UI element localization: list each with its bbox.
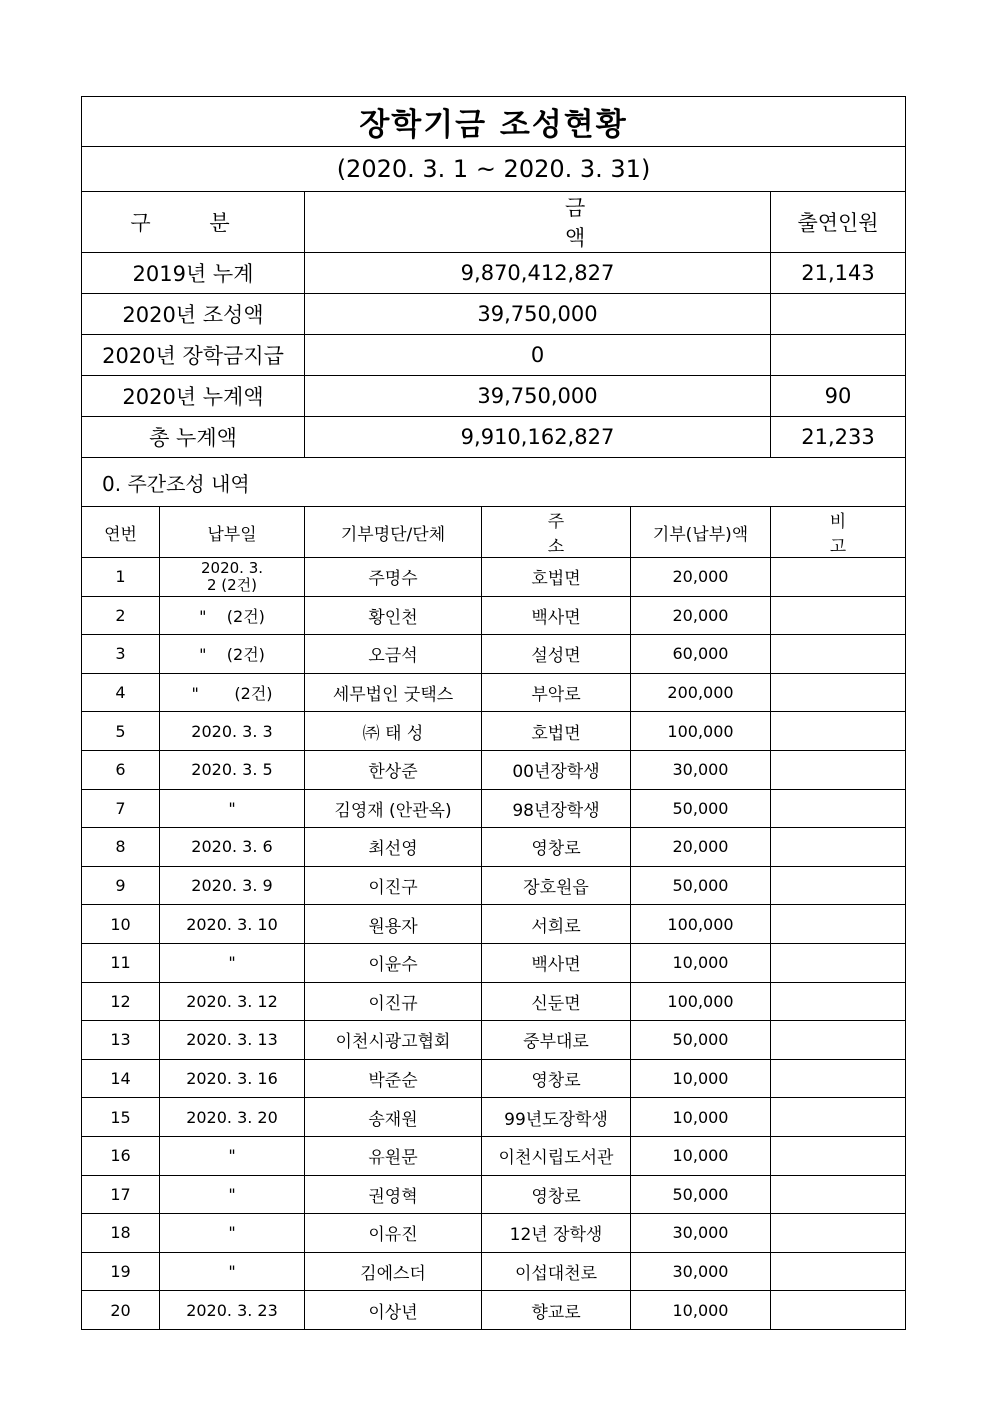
row-note (771, 1098, 906, 1137)
donor-address-text: 영창로 (531, 839, 581, 860)
table-row (82, 712, 906, 751)
donation-amount (631, 1175, 771, 1214)
donor-name (305, 673, 482, 712)
donor-address (482, 1214, 631, 1253)
row-note (771, 1136, 906, 1175)
row-number-text: 2 (115, 605, 126, 625)
donation-amount-text: 200,000 (667, 683, 734, 703)
row-number-text: 1 (115, 567, 126, 587)
donor-address (482, 558, 631, 597)
donation-amount-text: 30,000 (672, 1223, 729, 1243)
summary-header-amount: 금 액 (305, 192, 771, 253)
donor-address (482, 789, 631, 828)
payment-date (160, 828, 305, 867)
donor-name (305, 1098, 482, 1137)
donor-address (482, 635, 631, 674)
donor-address-text: 이섭대천로 (514, 1263, 598, 1284)
row-number-text: 11 (110, 953, 131, 973)
payment-date-text: " (228, 1184, 236, 1204)
payment-date (160, 1098, 305, 1137)
donor-name-text: 이유진 (368, 1225, 418, 1246)
donation-amount (631, 1252, 771, 1291)
payment-date (160, 1136, 305, 1175)
payment-date (160, 982, 305, 1021)
row-number-text: 9 (115, 876, 126, 896)
payment-date (160, 712, 305, 751)
donation-amount-text: 50,000 (672, 798, 729, 818)
donation-amount-text: 50,000 (672, 1184, 729, 1204)
row-number-text: 15 (110, 1107, 131, 1127)
donation-amount-text: 50,000 (672, 876, 729, 896)
donor-name-text: 박준순 (368, 1071, 418, 1092)
table-row (82, 1175, 906, 1214)
detail-header-amount: 기부(납부)액 (631, 507, 771, 558)
table-row (82, 1098, 906, 1137)
donation-amount-text: 30,000 (672, 760, 729, 780)
summary-amount: 39,750,000 (305, 294, 771, 335)
donor-name-text: 이윤수 (368, 955, 418, 976)
donor-address-text: 12년 장학생 (509, 1225, 603, 1246)
row-number (82, 1175, 160, 1214)
donor-name-text: 이천시광고협회 (335, 1032, 451, 1053)
donor-address-text: 중부대로 (523, 1032, 589, 1053)
table-row (82, 1136, 906, 1175)
payment-date (160, 1252, 305, 1291)
payment-date (160, 943, 305, 982)
donor-address (482, 712, 631, 751)
donation-amount-text: 20,000 (672, 837, 729, 857)
donor-address-text: 신둔면 (531, 993, 581, 1014)
donor-address (482, 750, 631, 789)
donor-name-text: 권영혁 (368, 1186, 418, 1207)
donation-amount (631, 789, 771, 828)
donation-amount-text: 50,000 (672, 1030, 729, 1050)
table-row (82, 750, 906, 789)
donation-amount (631, 943, 771, 982)
donation-amount (631, 982, 771, 1021)
donor-address (482, 943, 631, 982)
donor-address-text: 99년도장학생 (504, 1109, 608, 1130)
donor-address (482, 1175, 631, 1214)
row-note (771, 943, 906, 982)
donation-amount (631, 1136, 771, 1175)
row-number-text: 3 (115, 644, 126, 664)
payment-date (160, 1291, 305, 1330)
row-number (82, 866, 160, 905)
section-title: 0. 주간조성 내역 (82, 458, 906, 507)
donation-amount (631, 1214, 771, 1253)
scholarship-fund-document (81, 96, 905, 1330)
donor-name (305, 1291, 482, 1330)
donor-address-text: 설성면 (531, 646, 581, 667)
payment-date (160, 635, 305, 674)
table-row (82, 1021, 906, 1060)
payment-date-text: 2020. 3. 13 (186, 1030, 278, 1050)
donor-address-text: 호법면 (531, 569, 581, 590)
donor-address (482, 828, 631, 867)
donor-address (482, 982, 631, 1021)
payment-date (160, 1059, 305, 1098)
donor-name-text: 유원문 (368, 1148, 418, 1169)
donation-amount-text: 10,000 (672, 1069, 729, 1089)
table-row (82, 558, 906, 597)
donor-name (305, 1136, 482, 1175)
row-number (82, 1214, 160, 1253)
summary-amount: 9,870,412,827 (305, 253, 771, 294)
donor-address (482, 1098, 631, 1137)
row-note (771, 750, 906, 789)
row-number (82, 1291, 160, 1330)
donor-name (305, 712, 482, 751)
payment-date-text: 2020. 3. 5 (191, 760, 273, 780)
donor-address-text: 영창로 (531, 1186, 581, 1207)
donor-address (482, 1059, 631, 1098)
payment-date (160, 596, 305, 635)
donation-amount (631, 866, 771, 905)
table-row (82, 866, 906, 905)
row-note (771, 1252, 906, 1291)
donor-address-text: 부악로 (531, 685, 581, 706)
table-row (82, 789, 906, 828)
period-range: (2020. 3. 1 ~ 2020. 3. 31) (82, 147, 906, 192)
donation-amount-text: 10,000 (672, 1300, 729, 1320)
donation-amount-text: 10,000 (672, 1107, 729, 1127)
row-number-text: 17 (110, 1184, 131, 1204)
document-title: 장학기금 조성현황 (82, 97, 906, 147)
row-note (771, 558, 906, 597)
row-note (771, 789, 906, 828)
donor-address (482, 1291, 631, 1330)
row-note (771, 596, 906, 635)
donor-name-text: 세무법인 굿택스 (332, 685, 454, 706)
row-number (82, 673, 160, 712)
row-note (771, 866, 906, 905)
detail-header-row (82, 507, 906, 558)
payment-date-text: 2020. 3. 2 (2건) (200, 558, 264, 594)
row-number-text: 6 (115, 760, 126, 780)
row-number (82, 1021, 160, 1060)
donor-address-text: 영창로 (531, 1071, 581, 1092)
summary-header-people: 출연인원 (771, 192, 906, 253)
summary-people: 90 (771, 376, 906, 417)
row-note (771, 673, 906, 712)
payment-date-text: " (2건) (199, 606, 265, 626)
table-row (82, 828, 906, 867)
donor-name-text: 김에스더 (360, 1263, 426, 1284)
summary-row (82, 417, 906, 458)
donation-amount (631, 1021, 771, 1060)
row-number-text: 20 (110, 1300, 131, 1320)
donor-name (305, 635, 482, 674)
payment-date-text: 2020. 3. 10 (186, 914, 278, 934)
row-number (82, 828, 160, 867)
donor-name (305, 905, 482, 944)
donor-name (305, 1214, 482, 1253)
donation-amount-text: 10,000 (672, 953, 729, 973)
donation-amount-text: 20,000 (672, 605, 729, 625)
donor-name (305, 789, 482, 828)
row-number-text: 8 (115, 837, 126, 857)
payment-date (160, 866, 305, 905)
row-note (771, 905, 906, 944)
payment-date (160, 1175, 305, 1214)
donor-name-text: 이진규 (368, 993, 418, 1014)
donor-name-text: 주명수 (368, 569, 418, 590)
row-number-text: 18 (110, 1223, 131, 1243)
row-note (771, 1021, 906, 1060)
donor-address-text: 백사면 (531, 955, 581, 976)
donor-name-text: 이진구 (368, 878, 418, 899)
donation-amount-text: 60,000 (672, 644, 729, 664)
payment-date-text: " (2건) (199, 645, 265, 665)
row-number (82, 635, 160, 674)
row-number-text: 14 (110, 1069, 131, 1089)
fund-status-table (81, 96, 906, 1330)
summary-people (771, 294, 906, 335)
payment-date-text: 2020. 3. 16 (186, 1069, 278, 1089)
donation-amount (631, 905, 771, 944)
detail-header-no: 연번 (82, 507, 160, 558)
payment-date-text: 2020. 3. 12 (186, 991, 278, 1011)
donor-address (482, 1021, 631, 1060)
donor-name-text: 한상준 (368, 762, 418, 783)
summary-row (82, 294, 906, 335)
donor-name-text: 송재원 (368, 1109, 418, 1130)
donation-amount (631, 712, 771, 751)
donor-name-text: 김영재 (안관옥) (334, 800, 452, 821)
row-note (771, 635, 906, 674)
donor-address-text: 백사면 (531, 607, 581, 628)
fund-status-table-body (82, 97, 906, 1330)
summary-label: 2020년 조성액 (82, 294, 305, 335)
donor-name-text: 원용자 (368, 916, 418, 937)
row-note (771, 712, 906, 751)
payment-date (160, 905, 305, 944)
summary-label: 2020년 누계액 (82, 376, 305, 417)
donor-name (305, 1252, 482, 1291)
donor-name-text: 최선영 (368, 839, 418, 860)
payment-date-text: " (228, 798, 236, 818)
row-number (82, 1252, 160, 1291)
table-row (82, 905, 906, 944)
donor-name (305, 1175, 482, 1214)
payment-date-text: " (228, 1261, 236, 1281)
table-row (82, 635, 906, 674)
detail-header-note: 비 고 (771, 507, 906, 558)
payment-date-text: 2020. 3. 23 (186, 1300, 278, 1320)
donor-address-text: 호법면 (531, 723, 581, 744)
row-note (771, 1175, 906, 1214)
summary-people: 21,143 (771, 253, 906, 294)
donor-address (482, 596, 631, 635)
donation-amount (631, 673, 771, 712)
table-row (82, 673, 906, 712)
table-row (82, 1291, 906, 1330)
table-row (82, 1252, 906, 1291)
donation-amount-text: 10,000 (672, 1146, 729, 1166)
summary-row (82, 376, 906, 417)
row-number (82, 789, 160, 828)
donor-address-text: 장호원읍 (523, 878, 589, 899)
detail-header-address: 주 소 (482, 507, 631, 558)
donation-amount-text: 100,000 (667, 991, 734, 1011)
row-number-text: 13 (110, 1030, 131, 1050)
donor-name-text: ㈜ 태 성 (362, 723, 424, 744)
payment-date (160, 558, 305, 597)
donor-name (305, 1021, 482, 1060)
summary-header-row (82, 192, 906, 253)
row-number (82, 905, 160, 944)
donor-name (305, 596, 482, 635)
row-number-text: 7 (115, 798, 126, 818)
payment-date-text: 2020. 3. 9 (191, 876, 273, 896)
payment-date-text: " (2건) (191, 684, 273, 704)
row-number (82, 1059, 160, 1098)
donor-address (482, 905, 631, 944)
summary-label: 2020년 장학금지급 (82, 335, 305, 376)
donation-amount (631, 1098, 771, 1137)
row-note (771, 1291, 906, 1330)
summary-header-category: 구 분 (82, 192, 305, 253)
donor-address (482, 1136, 631, 1175)
donor-name (305, 866, 482, 905)
row-number-text: 12 (110, 991, 131, 1011)
payment-date-text: 2020. 3. 20 (186, 1107, 278, 1127)
donation-amount (631, 828, 771, 867)
donation-amount (631, 1291, 771, 1330)
donation-amount-text: 100,000 (667, 721, 734, 741)
donation-amount (631, 1059, 771, 1098)
donor-name (305, 828, 482, 867)
summary-amount: 9,910,162,827 (305, 417, 771, 458)
donor-address-text: 이천시립도서관 (498, 1148, 614, 1169)
row-number (82, 982, 160, 1021)
donor-name-text: 오금석 (368, 646, 418, 667)
donor-name (305, 750, 482, 789)
table-row (82, 1059, 906, 1098)
row-number-text: 5 (115, 721, 126, 741)
donor-name (305, 982, 482, 1021)
payment-date-text: 2020. 3. 6 (191, 837, 273, 857)
summary-row (82, 335, 906, 376)
table-row (82, 1214, 906, 1253)
row-number (82, 750, 160, 789)
summary-row (82, 253, 906, 294)
payment-date (160, 1214, 305, 1253)
row-number (82, 712, 160, 751)
row-number (82, 596, 160, 635)
detail-header-donor: 기부명단/단체 (305, 507, 482, 558)
row-note (771, 982, 906, 1021)
donation-amount-text: 100,000 (667, 914, 734, 934)
summary-label: 2019년 누계 (82, 253, 305, 294)
row-number-text: 4 (115, 683, 126, 703)
table-row (82, 982, 906, 1021)
donor-name-text: 황인천 (368, 607, 418, 628)
payment-date-text: " (228, 953, 236, 973)
summary-amount: 0 (305, 335, 771, 376)
donor-name-text: 이상년 (368, 1302, 418, 1323)
payment-date (160, 673, 305, 712)
summary-people (771, 335, 906, 376)
donation-amount (631, 558, 771, 597)
donor-address-text: 98년장학생 (512, 800, 600, 821)
row-number (82, 1098, 160, 1137)
row-number (82, 558, 160, 597)
table-row (82, 943, 906, 982)
donor-address-text: 향교로 (531, 1302, 581, 1323)
donor-address (482, 1252, 631, 1291)
payment-date-text: " (228, 1146, 236, 1166)
donation-amount (631, 635, 771, 674)
payment-date (160, 1021, 305, 1060)
payment-date-text: " (228, 1223, 236, 1243)
row-number-text: 16 (110, 1146, 131, 1166)
table-row (82, 596, 906, 635)
summary-amount: 39,750,000 (305, 376, 771, 417)
payment-date-text: 2020. 3. 3 (191, 721, 273, 741)
row-number (82, 943, 160, 982)
summary-label: 총 누계액 (82, 417, 305, 458)
donation-amount (631, 596, 771, 635)
donation-amount-text: 20,000 (672, 567, 729, 587)
row-number (82, 1136, 160, 1175)
donor-address-text: 00년장학생 (512, 762, 600, 783)
donor-name (305, 1059, 482, 1098)
donor-name (305, 558, 482, 597)
donor-address (482, 673, 631, 712)
payment-date (160, 789, 305, 828)
row-number-text: 19 (110, 1261, 131, 1281)
row-number-text: 10 (110, 914, 131, 934)
row-note (771, 828, 906, 867)
summary-people: 21,233 (771, 417, 906, 458)
payment-date (160, 750, 305, 789)
donor-address (482, 866, 631, 905)
donor-name (305, 943, 482, 982)
donation-amount-text: 30,000 (672, 1261, 729, 1281)
row-note (771, 1214, 906, 1253)
donor-address-text: 서희로 (531, 916, 581, 937)
detail-header-date: 납부일 (160, 507, 305, 558)
donation-amount (631, 750, 771, 789)
row-note (771, 1059, 906, 1098)
